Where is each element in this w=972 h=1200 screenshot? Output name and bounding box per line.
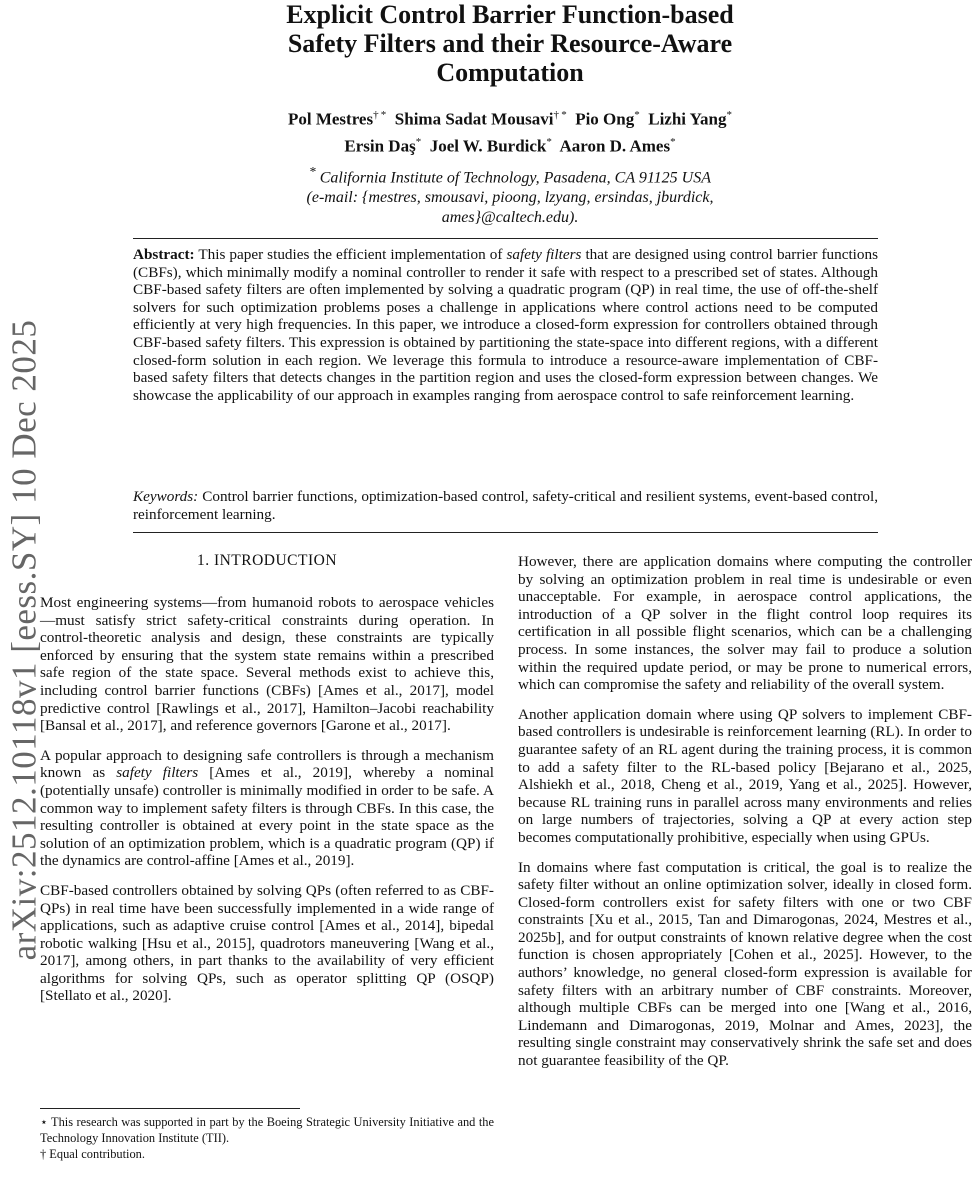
author-name: Aaron D. Ames bbox=[559, 136, 671, 156]
abstract-text-start: This paper studies the efficient implementation of bbox=[194, 246, 507, 263]
author-marks: * bbox=[546, 135, 552, 148]
author-name: Lizhi Yang bbox=[648, 109, 727, 129]
footnote-equal-text: Equal contribution. bbox=[46, 1147, 145, 1161]
keywords-label: Keywords: bbox=[133, 488, 199, 505]
paragraph-emphasis: safety filters bbox=[116, 764, 199, 782]
author-marks: * bbox=[415, 135, 422, 148]
abstract-emphasis: safety filters bbox=[506, 246, 582, 263]
title-line-1: Explicit Control Barrier Function-based bbox=[286, 0, 734, 29]
paragraph: In domains where fast computation is critical, the goal is to realize the safety filter without an online optimization solver, ideally in closed form. Closed-form controllers exist for safety filters with one or two CBF constraints [Xu et al., 2015, Tan and Dimarogonas, 2024, Mestres et al., 2025b], and for output constraints of known relative degree when the cost function is chosen appropriately [Cohen et al., 2025]. However, to the authors’ knowledge, no general closed-form expression is available for safety filters with an arbitrary number of CBF constraints. Moreover, although multiple CBFs can be merged into one [Wang et al., 2016, Lindemann and Dimarogonas, 2019, Molnar and Ames, 2023], the resulting single constraint may conservatively shrink the safe set and does not guarantee feasibility of the QP. bbox=[518, 858, 972, 1070]
author-name: Pio Ong bbox=[575, 109, 635, 129]
left-column bbox=[40, 594, 494, 1017]
footnote-rule bbox=[40, 1108, 300, 1109]
section-heading: 1. INTRODUCTION bbox=[196, 552, 338, 569]
affiliation-line-3: ames}@caltech.edu). bbox=[441, 209, 579, 227]
right-column bbox=[518, 553, 972, 1082]
affiliation-line-2: (e-mail: {mestres, smousavi, pioong, lzyang, ersindas, jburdick, bbox=[306, 189, 714, 207]
footnote-funding bbox=[40, 1114, 494, 1146]
keywords-block bbox=[133, 488, 878, 523]
footnote-funding-text: This research was supported in part by the Boeing Strategic University Initiative and the Technology Innovation Institute (TII). bbox=[40, 1115, 494, 1145]
affiliation-mark: * bbox=[309, 164, 316, 179]
author-marks: † * bbox=[553, 109, 567, 121]
author-name: Joel W. Burdick bbox=[429, 136, 547, 156]
author-name: Ersin Daş bbox=[344, 136, 416, 156]
author-marks: † * bbox=[373, 109, 387, 121]
paragraph-text: A popular approach to designing safe controllers is through a mechanism known as bbox=[40, 746, 494, 782]
paragraph bbox=[40, 747, 494, 870]
abstract-bottom-rule bbox=[133, 532, 878, 533]
title-line-2: Safety Filters and their Resource-Aware bbox=[287, 29, 733, 58]
paragraph: Another application domain where using QP solvers to implement CBF-based controllers is undesirable is reinforcement learning (RL). In order to guarantee safety of an RL agent during the training process, it is common to add a safety filter to the RL-based policy [Bejarano et al., 2025, Alshiekh et al., 2018, Cheng et al., 2019, Yang et al., 2025]. However, because RL training runs in parallel across many environments and relies on large numbers of trajectories, solving a QP at every action step becomes computationally prohibitive, especially when using GPUs. bbox=[518, 705, 972, 846]
affiliation bbox=[230, 162, 790, 228]
author-marks: * bbox=[670, 135, 676, 148]
author-marks: * bbox=[726, 109, 733, 121]
author-name: Pol Mestres bbox=[287, 109, 374, 129]
footnote-star-mark: ⋆ bbox=[40, 1115, 48, 1129]
paragraph: CBF-based controllers obtained by solving QPs (often referred to as CBF-QPs) in real time have been successfully implemented in a wide range of applications, such as adaptive cruise control [Ames et al., 2014], bipedal robotic walking [Hsu et al., 2015], quadrotors maneuvering [Wang et al., 2017], among others, in part thanks to the availability of very efficient algorithms for solving QPs, such as operator splitting QP (OSQP) [Stellato et al., 2020]. bbox=[40, 881, 494, 1005]
abstract-block bbox=[133, 246, 878, 404]
author-list bbox=[180, 104, 840, 157]
footnote-equal-contribution bbox=[40, 1146, 494, 1162]
paragraph: However, there are application domains where computing the controller by solving an optimization problem in real time is undesirable or even unacceptable. For example, in aerospace control applications, the introduction of a QP solver in the flight control loop requires its certification in all possible flight scenarios, which can be a challenging process. In some instances, the solver may fail to produce a solution within the required update period, or may be prone to numerical errors, which can compromise the safety and reliability of the overall system. bbox=[518, 553, 972, 694]
author-name: Shima Sadat Mousavi bbox=[394, 109, 554, 129]
footnote-dagger-mark: † bbox=[40, 1147, 47, 1161]
author-marks: * bbox=[634, 109, 640, 121]
paragraph: Most engineering systems—from humanoid robots to aerospace vehicles—must satisfy strict safety-critical constraints during operation. In control-theoretic analysis and design, these constraints are typically enforced by ensuring that the system state remains within a prescribed safe region of the state space. Several methods exist to achieve this, including control barrier functions (CBFs) [Ames et al., 2017], model predictive control [Rawlings et al., 2017], Hamilton–Jacobi reachability [Bansal et al., 2017], and reference governors [Garone et al., 2017]. bbox=[40, 594, 494, 735]
keywords-text: Control barrier functions, optimization-based control, safety-critical and resilient systems, event-based control, reinforcement learning. bbox=[133, 488, 878, 523]
abstract-label: Abstract: bbox=[133, 246, 195, 263]
paper-title bbox=[200, 0, 820, 87]
abstract-text-rest: that are designed using control barrier functions (CBFs), which minimally modify a nominal controller to render it safe with respect to a prescribed set of states. Although CBF-based safety filters are often implemented by solving a quadratic program (QP) in real time, the use of off-the-shelf solvers for such optimization problems poses a challenge in applications where control actions need to be computed efficiently at very high frequencies. In this paper, we introduce a closed-form expression for controllers obtained through CBF-based safety filters. This expression is obtained by partitioning the state-space into different regions, with a different closed-form solution in each region. We leverage this formula to introduce a resource-aware implementation of CBF-based safety filters that detects changes in the partition region and uses the closed-form expression between changes. We showcase the applicability of our approach in examples ranging from aerospace control to safe reinforcement learning. bbox=[133, 246, 878, 404]
footnotes bbox=[40, 1114, 494, 1162]
title-line-3: Computation bbox=[436, 58, 584, 87]
abstract-top-rule bbox=[133, 238, 878, 239]
paragraph-text: [Ames et al., 2019], whereby a nominal (potentially unsafe) controller is minimally modified in order to be safe. A common way to implement safety filters is through CBFs. In this case, the resulting controller is obtained at every point in the state space as the solution of an optimization problem, which is a quadratic program (QP) if the dynamics are control-affine [Ames et al., 2019]. bbox=[40, 764, 494, 870]
affiliation-line-1: California Institute of Technology, Pasadena, CA 91125 USA bbox=[319, 169, 711, 187]
arxiv-identifier: arXiv:2512.10118v1 [eess.SY] 10 Dec 2025 bbox=[4, 319, 44, 961]
